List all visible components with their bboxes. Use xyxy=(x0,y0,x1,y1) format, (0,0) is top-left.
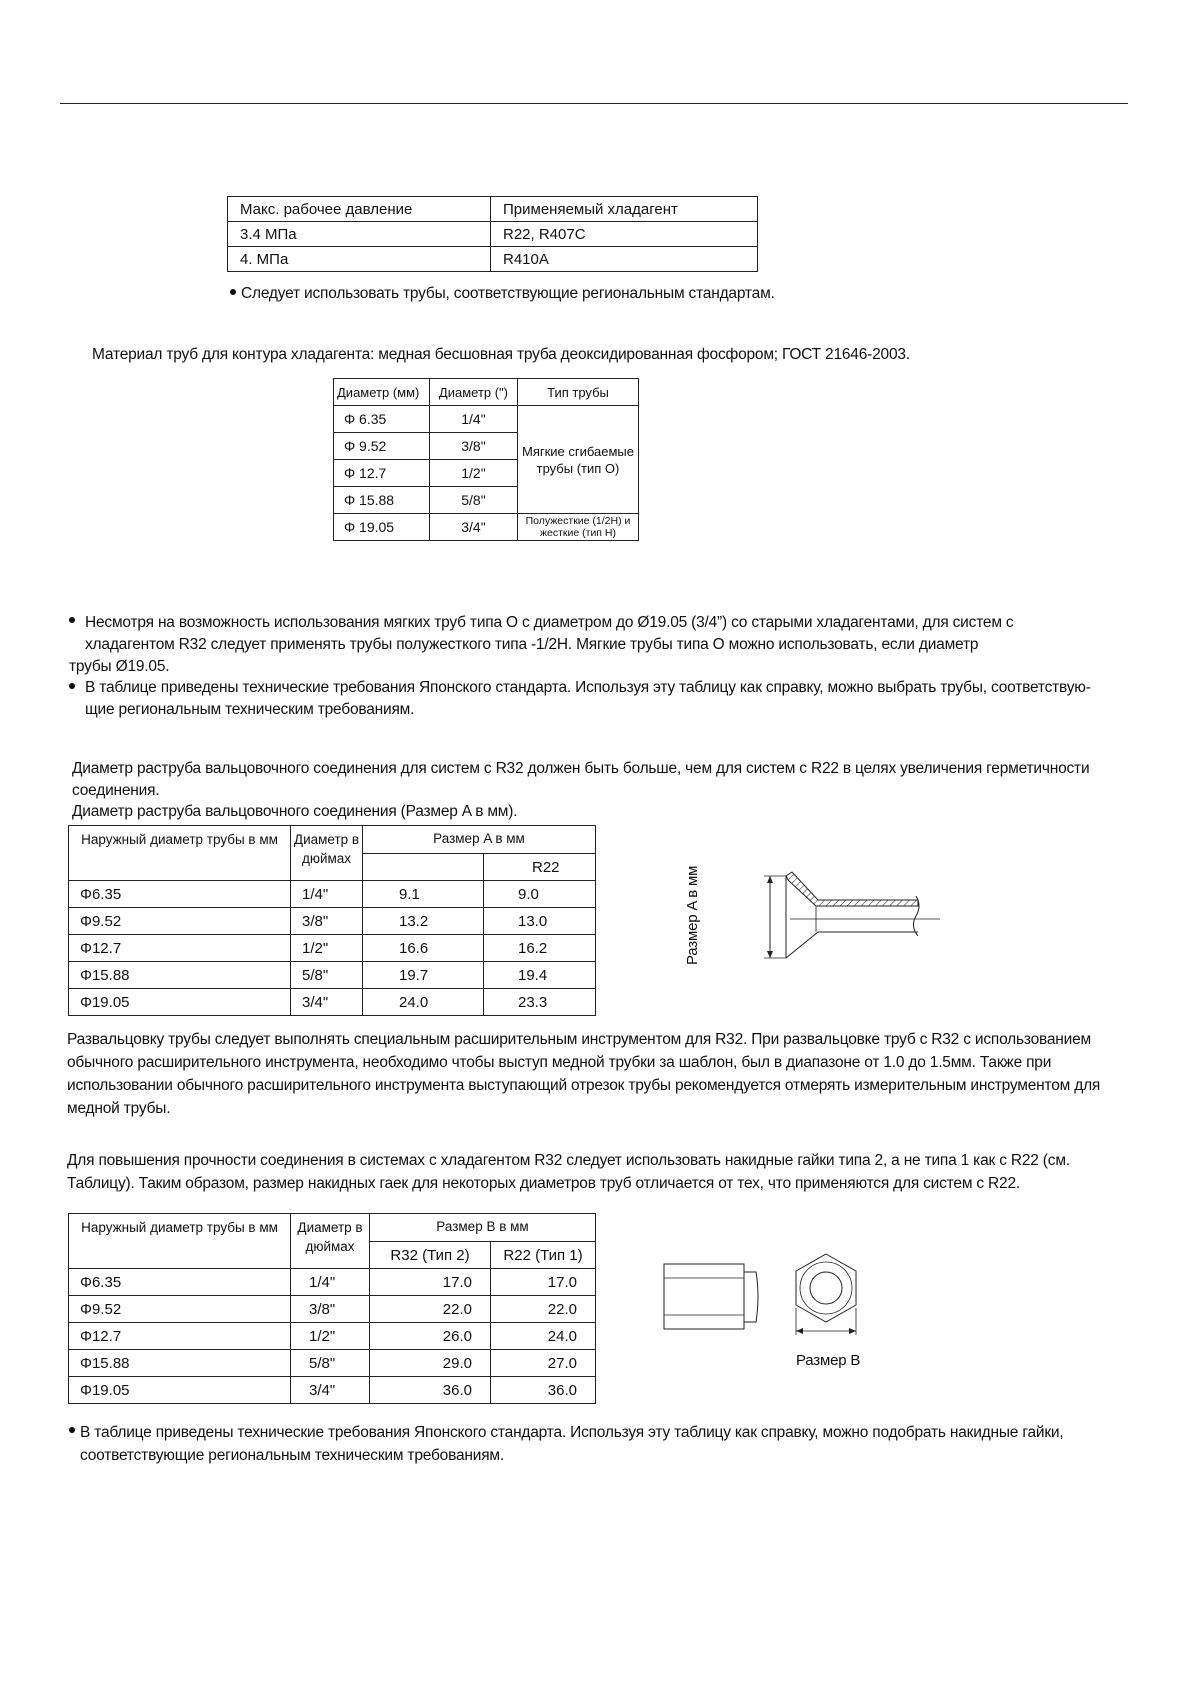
table-cell: Φ 19.05 xyxy=(334,514,430,541)
table-header-cell: R32 (Тип 2) xyxy=(370,1242,491,1269)
table-cell: 5/8" xyxy=(291,1350,370,1377)
header-rule xyxy=(60,103,1128,104)
table-cell: 36.0 xyxy=(370,1377,491,1404)
table-cell: 36.0 xyxy=(491,1377,596,1404)
table-row xyxy=(334,406,639,433)
flare-intro-line: Диаметр раструба вальцовочного соединения (Размер A в мм). xyxy=(72,803,518,820)
table-cell: 19.7 xyxy=(363,962,484,989)
final-note-line: соответствующие региональным техническим требованиям. xyxy=(80,1447,504,1464)
table-cell: Φ 12.7 xyxy=(334,460,430,487)
table-header-cell: Диаметр в дюймах xyxy=(291,1214,370,1269)
pressure-table xyxy=(227,196,758,272)
table-cell: 26.0 xyxy=(370,1323,491,1350)
table-cell: Φ9.52 xyxy=(69,908,291,935)
table-cell: 1/4" xyxy=(291,881,363,908)
table-cell: R22, R407C xyxy=(491,222,758,247)
table-header-row xyxy=(69,1214,596,1242)
bullet-icon xyxy=(69,1427,75,1433)
table-cell: 1/4" xyxy=(429,406,517,433)
table-row xyxy=(69,1377,596,1404)
table-cell: 5/8" xyxy=(429,487,517,514)
flare-figure-label: Размер A в мм xyxy=(684,865,701,965)
table-cell: 1/2" xyxy=(429,460,517,487)
pipe-type-soft-label: Мягкие сгибаемые трубы (тип О) xyxy=(521,443,635,476)
table-header-cell: Тип трубы xyxy=(518,379,639,406)
table-cell: Φ6.35 xyxy=(69,881,291,908)
table-cell: 3.4 МПа xyxy=(228,222,491,247)
table-cell: 1/2" xyxy=(291,1323,370,1350)
table-cell: 24.0 xyxy=(491,1323,596,1350)
table-cell: 22.0 xyxy=(370,1296,491,1323)
pipe-type-table xyxy=(333,378,639,541)
note-line: Несмотря на возможность использования мягких труб типа О с диаметром до Ø19.05 (3/4”) со старыми хладагентами, для систем с xyxy=(85,614,1014,631)
table-row xyxy=(334,514,639,541)
table-cell: 3/8" xyxy=(429,433,517,460)
table-cell: 23.3 xyxy=(484,989,596,1016)
table-cell: 16.2 xyxy=(484,935,596,962)
flare-tool-line: медной трубы. xyxy=(67,1100,171,1117)
table-header-cell: Размер A в мм xyxy=(363,826,596,854)
bullet-icon xyxy=(69,617,75,623)
table-row xyxy=(228,222,758,247)
table-header-cell: R22 xyxy=(484,854,596,881)
table-cell: 13.0 xyxy=(484,908,596,935)
table-row xyxy=(69,1350,596,1377)
flare-tool-line: обычного расширительного инструмента, необходимо чтобы выступ медной трубки за шаблон, был в диапазоне от 1.0 до 1.5мм. Также при xyxy=(67,1054,1052,1071)
pipe-type-hard-label: Полужесткие (1/2H) и жесткие (тип H) xyxy=(525,515,631,539)
table-cell: 19.4 xyxy=(484,962,596,989)
table-cell: 3/4" xyxy=(291,1377,370,1404)
table-header-row xyxy=(334,379,639,406)
table-row xyxy=(228,247,758,272)
table-cell: R410A xyxy=(491,247,758,272)
table-cell: Φ12.7 xyxy=(69,1323,291,1350)
table-cell: Φ15.88 xyxy=(69,962,291,989)
table-cell: 1/2" xyxy=(291,935,363,962)
note-regional-pipes: Следует использовать трубы, соответствующие региональным стандартам. xyxy=(241,285,775,302)
table-header-row xyxy=(69,826,596,854)
flare-tool-line: Развальцовку трубы следует выполнять специальным расширительным инструментом для R32. При развальцовке труб с R32 с использованием xyxy=(67,1031,1091,1048)
nut-size-table xyxy=(68,1213,596,1404)
table-row xyxy=(69,1323,596,1350)
table-cell: 29.0 xyxy=(370,1350,491,1377)
flare-intro-line: соединения. xyxy=(72,782,160,799)
table-cell: 4. МПа xyxy=(228,247,491,272)
table-header-cell: Макс. рабочее давление xyxy=(228,197,491,222)
table-cell: 3/8" xyxy=(291,908,363,935)
note-line: хладагентом R32 следует применять трубы полужесткого типа -1/2H. Мягкие трубы типа О можно использовать, если диаметр xyxy=(85,636,979,653)
flare-nut-diagram xyxy=(660,1240,875,1340)
flare-diagram xyxy=(730,860,950,975)
flare-tool-line: использовании обычного расширительного инструмента выступающий отрезок трубы рекомендуется отмерять измерительным инструментом для xyxy=(67,1077,1101,1094)
table-header-cell: Диаметр (") xyxy=(429,379,517,406)
pipe-material-text: Материал труб для контура хладагента: медная бесшовная труба деоксидированная фосфором; ГОСТ 21646-2003. xyxy=(92,346,910,363)
table-cell: 5/8" xyxy=(291,962,363,989)
note-line: трубы Ø19.05. xyxy=(69,658,170,675)
table-cell: 13.2 xyxy=(363,908,484,935)
table-cell: Φ9.52 xyxy=(69,1296,291,1323)
table-cell: 16.6 xyxy=(363,935,484,962)
table-cell: 24.0 xyxy=(363,989,484,1016)
flare-intro-line: Диаметр раструба вальцовочного соединения для систем с R32 должен быть больше, чем для систем с R22 в целях увеличения герметичности xyxy=(72,760,1090,777)
table-cell: Φ 9.52 xyxy=(334,433,430,460)
table-cell: 9.1 xyxy=(363,881,484,908)
nut-intro-line: Для повышения прочности соединения в системах с хладагентом R32 следует использовать накидные гайки типа 2, а не типа 1 как с R22 (см. xyxy=(67,1152,1070,1169)
table-cell: Φ19.05 xyxy=(69,1377,291,1404)
table-header-row xyxy=(228,197,758,222)
note-line: щие региональным техническим требованиям. xyxy=(85,701,415,718)
nut-figure-label: Размер B xyxy=(796,1352,861,1369)
pipe-type-hard xyxy=(518,514,639,541)
table-cell: Φ 15.88 xyxy=(334,487,430,514)
bullet-icon xyxy=(230,289,236,295)
table-header-cell: Применяемый хладагент xyxy=(491,197,758,222)
table-row xyxy=(69,881,596,908)
table-row xyxy=(69,1296,596,1323)
bullet-icon xyxy=(69,683,75,689)
table-cell: 17.0 xyxy=(491,1269,596,1296)
table-row xyxy=(69,962,596,989)
table-cell: 22.0 xyxy=(491,1296,596,1323)
table-cell: Φ12.7 xyxy=(69,935,291,962)
table-cell: Φ19.05 xyxy=(69,989,291,1016)
table-cell: 27.0 xyxy=(491,1350,596,1377)
table-cell: 3/4" xyxy=(291,989,363,1016)
pipe-type-soft xyxy=(518,406,639,514)
table-row xyxy=(69,908,596,935)
table-header-cell: Диаметр (мм) xyxy=(334,379,430,406)
final-note-line: В таблице приведены технические требования Японского стандарта. Используя эту таблицу как справку, можно подобрать накидные гайки, xyxy=(80,1424,1064,1441)
table-header-cell: Наружный диаметр трубы в мм xyxy=(69,826,291,881)
table-header-cell xyxy=(363,854,484,881)
table-row xyxy=(69,935,596,962)
table-header-cell: Размер B в мм xyxy=(370,1214,596,1242)
flare-size-table xyxy=(68,825,596,1016)
table-header-cell: Диаметр в дюймах xyxy=(291,826,363,881)
table-header-cell: Наружный диаметр трубы в мм xyxy=(69,1214,291,1269)
table-cell: Φ6.35 xyxy=(69,1269,291,1296)
table-row xyxy=(69,989,596,1016)
table-row xyxy=(69,1269,596,1296)
table-cell: Φ 6.35 xyxy=(334,406,430,433)
table-header-cell: R22 (Тип 1) xyxy=(491,1242,596,1269)
table-cell: 3/4" xyxy=(429,514,517,541)
table-cell: 17.0 xyxy=(370,1269,491,1296)
table-cell: 3/8" xyxy=(291,1296,370,1323)
table-cell: 9.0 xyxy=(484,881,596,908)
nut-intro-line: Таблицу). Таким образом, размер накидных гаек для некоторых диаметров труб отличается от тех, что применяются для систем с R22. xyxy=(67,1175,1020,1192)
table-cell: Φ15.88 xyxy=(69,1350,291,1377)
table-cell: 1/4" xyxy=(291,1269,370,1296)
note-line: В таблице приведены технические требования Японского стандарта. Используя эту таблицу как справку, можно выбрать трубы, соответствую- xyxy=(85,679,1091,696)
